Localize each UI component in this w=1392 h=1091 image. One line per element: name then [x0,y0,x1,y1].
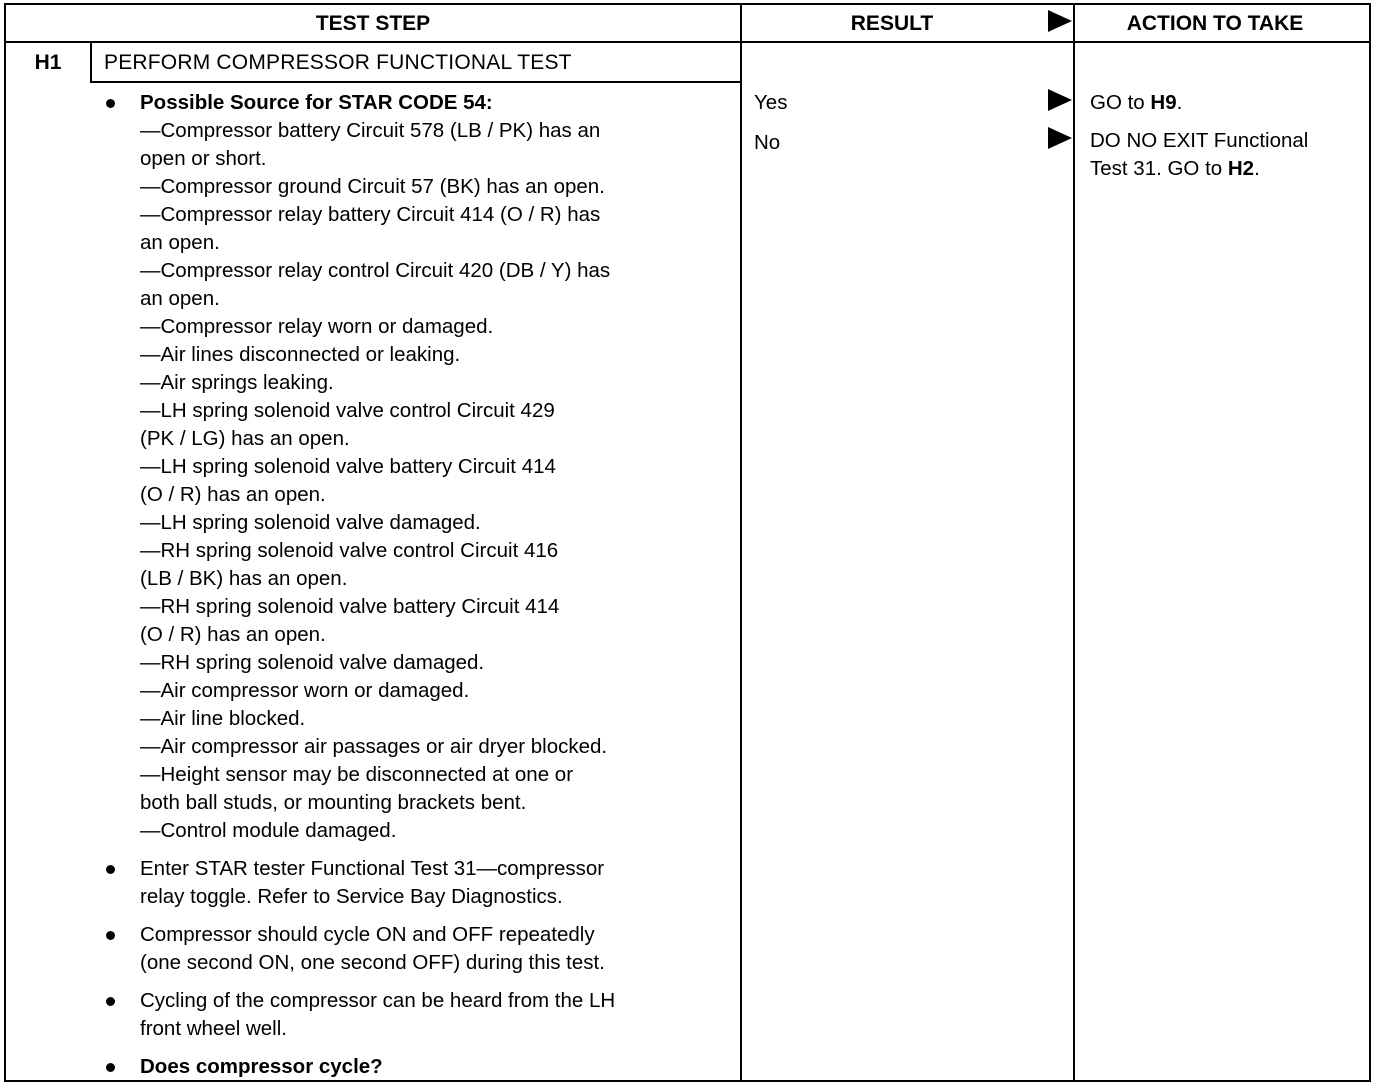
source-line: —Air springs leaking. [140,371,334,394]
header-arrow-icon [1048,10,1072,32]
question: Does compressor cycle? [98,1053,738,1081]
source-line: —RH spring solenoid valve damaged. [140,651,485,674]
source-line: —Air line blocked. [140,707,306,730]
result-no-arrow-icon [1048,127,1072,149]
source-line: —Air compressor worn or damaged. [140,679,470,702]
instruction-listen: Cycling of the compressor can be heard from the LH front wheel well. [98,987,738,1043]
diagnostic-table [4,3,1371,1082]
source-line: an open. [140,231,220,254]
bullet-icon [106,99,115,108]
result-yes: Yes [754,91,788,114]
bullet-icon [106,865,115,874]
source-line: —LH spring solenoid valve battery Circuit 414 [140,455,556,478]
action-yes: GO to H9. [1090,91,1183,114]
step-id: H1 [34,51,62,74]
source-line: (O / R) has an open. [140,483,326,506]
column-divider-result [740,5,742,1080]
source-line: both ball studs, or mounting brackets bent. [140,791,527,814]
step-title: PERFORM COMPRESSOR FUNCTIONAL TEST [104,51,572,74]
source-line: —LH spring solenoid valve control Circuit 429 [140,399,555,422]
source-line: —Compressor ground Circuit 57 (BK) has an open. [140,175,605,198]
source-line: —Air compressor air passages or air dryer blocked. [140,735,608,758]
source-line: —Compressor relay battery Circuit 414 (O / R) has [140,203,601,226]
header-result: RESULT [850,12,934,35]
header-test-step: TEST STEP [315,12,431,35]
action-yes-target: H9 [1150,91,1177,114]
source-list [98,89,738,845]
action-no-target: H2 [1227,157,1255,180]
source-line: (O / R) has an open. [140,623,326,646]
step-content [98,89,738,1091]
source-line: an open. [140,287,220,310]
column-divider-action [1073,5,1075,1080]
bullet-icon [106,931,115,940]
source-line: —Compressor battery Circuit 578 (LB / PK) has an [140,119,601,142]
source-line: open or short. [140,147,267,170]
source-heading: Possible Source for STAR CODE 54: [140,91,493,114]
result-yes-arrow-icon [1048,89,1072,111]
source-line: (LB / BK) has an open. [140,567,348,590]
header-action: ACTION TO TAKE [1126,12,1304,35]
source-line: —RH spring solenoid valve battery Circuit 414 [140,595,560,618]
source-line: (PK / LG) has an open. [140,427,350,450]
source-line: —Control module damaged. [140,819,397,842]
source-line: —Air lines disconnected or leaking. [140,343,461,366]
source-line: —Compressor relay worn or damaged. [140,315,494,338]
bullet-icon [106,1063,115,1072]
step-id-divider [90,43,92,83]
source-line: —RH spring solenoid valve control Circuit 416 [140,539,559,562]
result-no: No [754,131,781,154]
instruction-cycle: Compressor should cycle ON and OFF repeatedly (one second ON, one second OFF) during this test. [98,921,738,977]
bullet-icon [106,997,115,1006]
source-line: —Compressor relay control Circuit 420 (DB / Y) has [140,259,611,282]
instruction-enter-test: Enter STAR tester Functional Test 31—compressor relay toggle. Refer to Service Bay Diagnostics. [98,855,738,911]
action-no: DO NO EXIT Functional Test 31. GO to H2. [1090,129,1309,180]
source-line: —LH spring solenoid valve damaged. [140,511,481,534]
source-line: —Height sensor may be disconnected at one or [140,763,574,786]
